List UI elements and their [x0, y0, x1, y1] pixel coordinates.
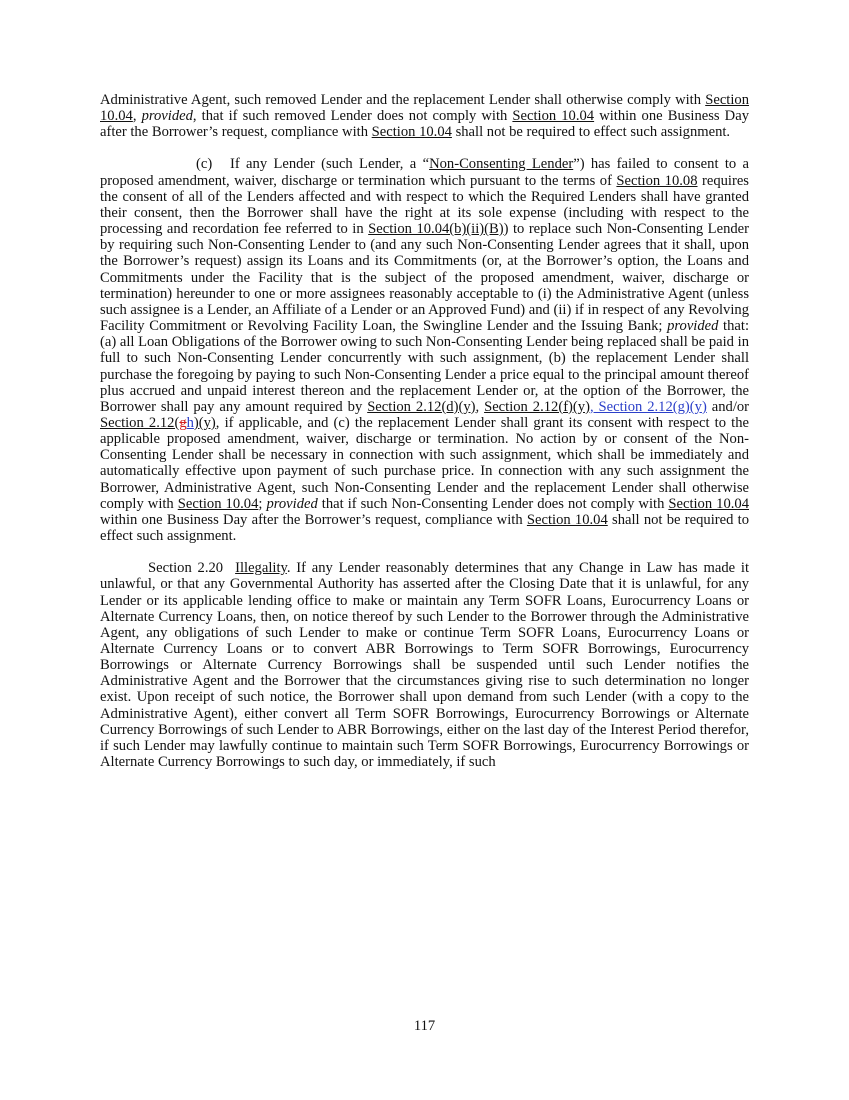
text: ; — [258, 495, 267, 512]
text: , — [132, 108, 142, 125]
paragraph-gap — [100, 140, 749, 156]
section-number: Section 2.20 — [148, 560, 224, 577]
document-page — [100, 92, 749, 770]
text: shall not be required to effect such assignment. — [100, 511, 749, 545]
text: within one Business Day after the Borrower’s request, compliance with — [100, 108, 750, 141]
italic-term: provided — [667, 318, 719, 335]
section-reference: Section 2.12(f)(y) — [484, 398, 590, 415]
section-reference: Section 10.04 — [371, 124, 452, 141]
defined-term: Non-Consenting Lender — [429, 156, 574, 173]
paragraph-gap — [100, 544, 749, 560]
section-reference: Section 2.12(d)(y) — [367, 398, 476, 415]
section-reference: Section 10.04 — [100, 92, 749, 125]
page-number: 117 — [413, 1018, 436, 1034]
section-reference: Section 2.12( — [100, 414, 180, 431]
inserted-revision: h — [186, 414, 194, 431]
section-reference: Section 10.04 — [526, 511, 608, 528]
section-reference: Section 10.08 — [616, 172, 698, 189]
paragraph-assignment-compliance — [100, 92, 749, 140]
text: requires the consent of all of the Lenders affected and with respect to which the Required Lenders shall have granted their consent, then the Borrower shall have the right at its sole expense (including with respect to the processing and recordation fee referred to in — [100, 172, 749, 238]
text: that: (a) all Loan Obligations of the Borrower owing to such Non-Consenting Lender being replaced shall be paid in full to such Non-Consenting Lender concurrently with such assignment, (b) the replacement Lender shall purchase the foregoing by paying to such Non-Consenting Lender a price equal to the principal amount thereof plus accrued and unpaid interest thereon and the replacement Lender or, at the option of the Borrower, the Borrower shall pay any amount required by — [100, 318, 749, 415]
text: If any Lender (such Lender, a “ — [230, 156, 430, 173]
section-reference: Section 10.04 — [668, 495, 749, 512]
italic-term: provided — [266, 495, 318, 512]
deleted-revision: g — [179, 414, 187, 431]
text: Administrative Agent, such removed Lender and the replacement Lender shall otherwise comply with — [100, 92, 706, 108]
inserted-revision: , Section 2.12(g)(y) — [589, 398, 707, 415]
section-heading: Illegality — [235, 560, 287, 577]
paragraph-non-consenting-lender — [100, 156, 749, 544]
text: within one Business Day after the Borrower’s request, compliance with — [100, 511, 527, 528]
section-reference: Section 10.04 — [512, 108, 595, 125]
text: that if such Non-Consenting Lender does not comply with — [317, 495, 669, 512]
text: , that if such removed Lender does not comply with — [192, 108, 513, 125]
text: , — [475, 398, 485, 415]
text: ) to replace such Non-Consenting Lender by requiring such Non-Consenting Lender to (and any such Non-Consenting Lender agrees that it shall, upon the Borrower’s request) assign its Loans and its Commitments (or, at the Borrower’s option, the Loans and Commitments under the Facility that is the subject of the proposed amendment, waiver, discharge or termination) hereunder to one or more assignees reasonably acceptable to (i) the Administrative Agent (unless such assignee is a Lender, an Affiliate of a Lender or an Approved Fund) and (ii) if in respect of any Revolving Facility Commitment or Revolving Facility Loan, the Swingline Lender and the Issuing Bank; — [100, 221, 750, 335]
italic-term: provided — [141, 108, 193, 125]
section-reference: Section 10.04 — [177, 495, 259, 512]
section-reference: Section 10.04(b)(ii)(B) — [368, 221, 504, 238]
text: , if applicable, and (c) the replacement Lender shall grant its consent with respect to the applicable proposed amendment, waiver, discharge or termination. No action by or consent of the Non-Consenting Lender shall be necessary in connection with such assignment, which shall be immediately and automatically effective upon payment of such purchase price. In connection with any such assignment the Borrower, Administrative Agent, such Non-Consenting Lender and the replacement Lender shall otherwise comply with — [100, 414, 749, 512]
text: ”) has failed to consent to a proposed amendment, waiver, discharge or termination which pursuant to the terms of — [100, 156, 749, 189]
text: shall not be required to effect such assignment. — [451, 124, 731, 141]
text: and/or — [706, 398, 750, 415]
clause-marker: (c) — [196, 156, 213, 173]
section-reference: )(y) — [193, 414, 216, 431]
paragraph-section-2-20-illegality — [100, 560, 749, 770]
text: . If any Lender reasonably determines that any Change in Law has made it unlawful, or that any Governmental Authority has asserted after the Closing Date that it is unlawful, for any Lender or its applicable lending office to make or maintain any Term SOFR Loans, Eurocurrency Loans or Alternate Currency Loans, then, on notice thereof by such Lender to the Borrower through the Administrative Agent, any obligations of such Lender to make or continue Term SOFR Loans, Eurocurrency Loans or Alternate Currency Loans or to convert ABR Borrowings to Term SOFR Borrowings, Eurocurrency Borrowings or Alternate Currency Borrowings shall be suspended until such Lender notifies the Administrative Agent and the Borrower that the circumstances giving rise to such determination no longer exist. Upon receipt of such notice, the Borrower shall upon demand from such Lender (with a copy to the Administrative Agent), either convert all Term SOFR Borrowings, Eurocurrency Borrowings or Alternate Currency Borrowings of such Lender to ABR Borrowings, either on the last day of the Interest Period therefor, if such Lender may lawfully continue to maintain such Term SOFR Borrowings, Eurocurrency Borrowings or Alternate Currency Borrowings to such day, or immediately, if such — [100, 560, 749, 771]
